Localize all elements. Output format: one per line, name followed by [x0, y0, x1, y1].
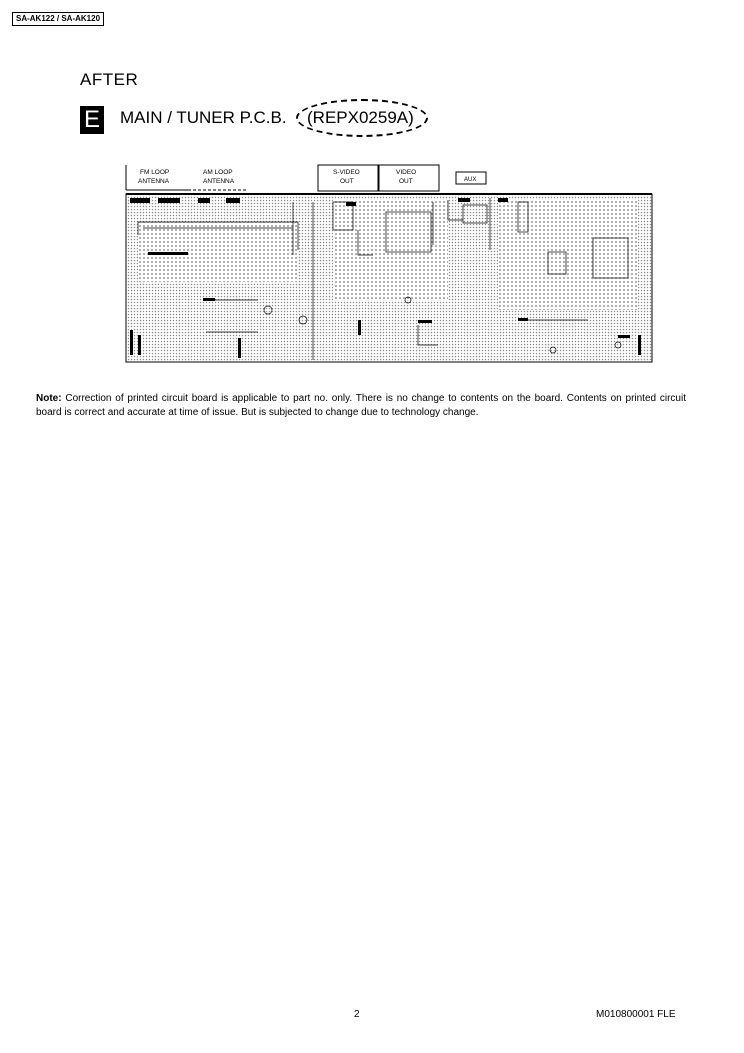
section-title: MAIN / TUNER P.C.B. [120, 108, 287, 127]
model-tag: SA-AK122 / SA-AK120 [12, 12, 104, 26]
fm-loop-label-1: FM LOOP [140, 169, 170, 176]
section-letter-badge: E [80, 106, 104, 134]
note-label: Note: [36, 393, 62, 404]
video-out-label-2: OUT [399, 178, 413, 185]
note-paragraph [36, 392, 686, 420]
am-loop-label-1: AM LOOP [203, 169, 233, 176]
note-text: Correction of printed circuit board is applicable to part no. only. There is no change to contents on the board. Contents on printed circuit board is correct and accurate at time of issue. But is subjected to change due to technology change. [36, 393, 686, 418]
aux-region [498, 200, 638, 310]
page-number: 2 [354, 1009, 360, 1020]
pcb-diagram [118, 160, 658, 365]
part-number: (REPX0259A) [307, 108, 414, 127]
document-code: M010800001 FLE [596, 1009, 676, 1020]
fm-loop-label-2: ANTENNA [138, 178, 170, 185]
s-video-label-1: S-VIDEO [333, 169, 360, 176]
s-video-label-2: OUT [340, 178, 354, 185]
video-out-label-1: VIDEO [396, 169, 417, 176]
am-loop-label-2: ANTENNA [203, 178, 235, 185]
aux-label: AUX [464, 177, 477, 183]
after-heading: AFTER [80, 70, 139, 89]
